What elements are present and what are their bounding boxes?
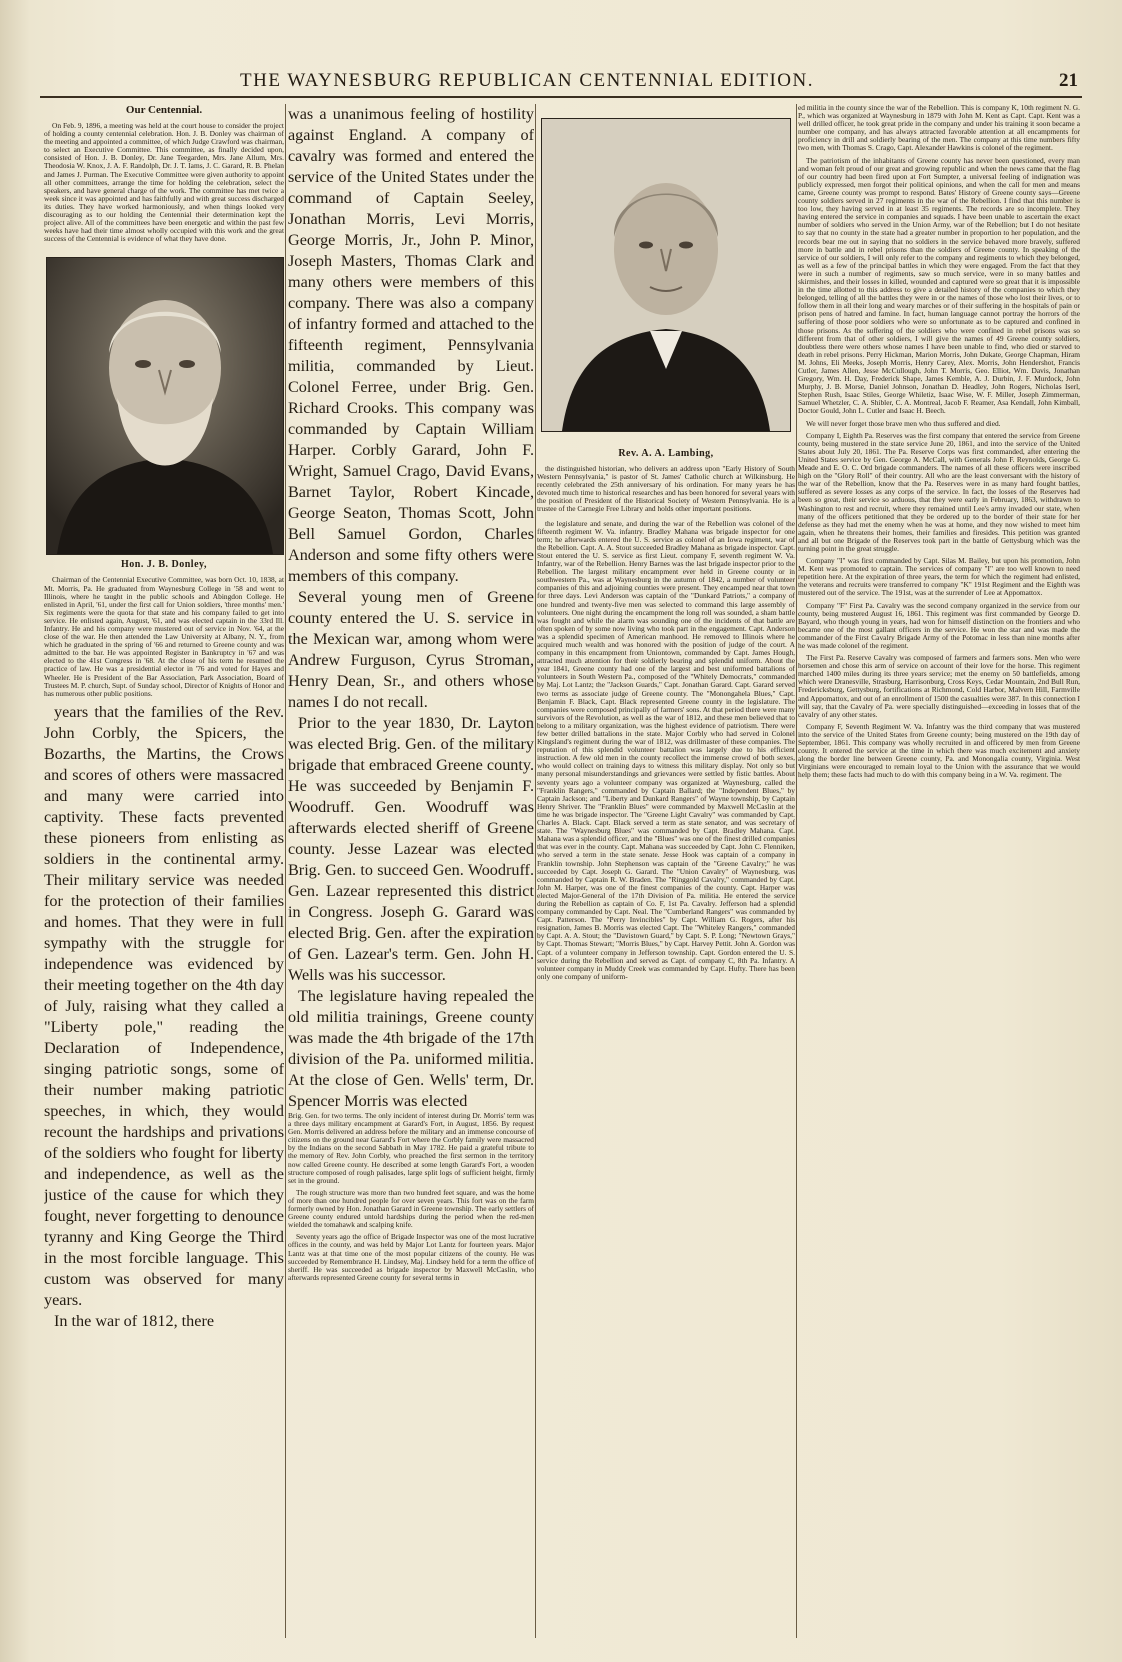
body-paragraph: Company I, Eighth Pa. Reserves was the first company that entered the service from Greene county, being mustered in the state service June 20, 1861, and into the service of the United States about July 20, 1861. The Pa. Reserve Corps was first commanded, after entering the United States service by Gen. George A. McCall, with Generals John F. Reynolds, George G. Meade and E. O. C. Ord brigade commanders. The names of all these officers were inscribed high on the "Glory Roll" of their country. All who are the least conversant with the history of the war of the Rebellion, know that the Pa. Reserves were in as many hard fought battles, suffered as severe losses as any corps of the service. In fact, the losses of the Reserves had been so great, their service so arduous, that they were early in February, 1863, withdrawn to Washington to rest and recruit, where they remained until Lee's army invaded our state, when many of the officers petitioned that they be ordered up to the border of their state for her defense as they had met the enemy when he was at home, and they now wished to meet him again, when he threatens their homes, their families and firesides. This petition was granted and all but one Brigade of the Reserves took part in the battle of Gettysburg which was the turning point in the great struggle.: [798, 430, 1080, 553]
column-divider: [285, 104, 286, 1638]
photo-caption: Hon. J. B. Donley,: [121, 559, 207, 571]
bio-paragraph: Chairman of the Centennial Executive Committee, was born Oct. 10, 1838, at Mt. Morris, Pa. He graduated from Waynesburg College in '58 and went to Illinois, where he taught in the public schools and Abingdon College. He enlisted in April, '61, under the first call for Union soldiers, 'three months' men.' Six regiments were the quota for that state and his company failed to get into service. He enlisted again, August, '61, and was elected captain in the 33rd Ill. Infantry. He and his company were mustered out of service in Nov. '64, at the close of the war. He then attended the Law University at Albany, N. Y., from which he graduated in the spring of '66 and returned to Greene county and was admitted to the bar. He was appointed Register in Bankruptcy in '67 and was elected to the 41st Congress in '68. At the close of his term he resumed the practice of law. He was a presidential elector in '76 and voted for Hayes and Wheeler. He is President of the Bar Association, Park Association, Board of Trustees M. P. church, Supt. of Sunday school, Director of Knights of Honor and has numerous other public positions.: [44, 575, 284, 698]
body-paragraph: Several young men of Greene county entered the U. S. service in the Mexican war, among whom were Andrew Furguson, Cyrus Stroman, Henry Dean, Sr., and others whose names I do not recall.: [288, 588, 534, 711]
photo-caption: Rev. A. A. Lambing,: [618, 448, 714, 459]
portrait-image: [542, 119, 790, 431]
body-paragraph: Brig. Gen. for two terms. The only incident of interest during Dr. Morris' term was a three days military encampment at Garard's Fort, in August, 1856. By request Gen. Morris delivered an address before the military and an immense concourse of citizens on the ground near Garard's Fort where the Corbly family were massacred by the Indians on the second Sabbath in May 1782. He paid a grateful tribute to the memory of Rev. John Corbly, who preached the first sermon in the territory now called Greene county. He described at some length Garard's Fort, a wooden structure composed of rough palisades, large split logs of sufficient height, firmly set in the ground.: [288, 1111, 534, 1185]
portrait-image: [47, 258, 283, 554]
body-paragraph: The First Pa. Reserve Cavalry was composed of farmers and farmers sons. Men who were horsemen and chose this arm of service on account of their love for the horse. This regiment marched 1400 miles during its three years service; met the enemy on 50 battlefields, among which were Dranesville, Strasburg, Harrisonburg, Cross Keys, Cedar Mountain, 2nd Bull Run, Fredericksburg, Gettysburg, fortifications at Richmond, Cold Harbor, Malvern Hill, Farmville and Appomattox, and out of an enrollment of 1500 the casualties were 387. In this connection I will say, that the Cavalry of Pa. were specially distinguished—exceeding in losses that of the cavalry of any other states.: [798, 653, 1080, 719]
column-2: [288, 104, 534, 1644]
masthead: [40, 70, 1082, 98]
body-paragraph: We will never forget those brave men who thus suffered and died.: [806, 418, 1001, 428]
body-paragraph: years that the families of the Rev. John Corbly, the Spicers, the Bozarths, the Martins, the Crows and scores of others were massacred and many were carried into captivity. These facts prevented these pioneers from enlisting as soldiers in the continental army. Their military service was needed for the protection of their families and homes. That they were in full sympathy with the struggle for independence was evidenced by their meeting together on the 4th day of July, raising what they called a "Liberty pole," reading the Declaration of Independence, singing patriotic songs, some of their number making patriotic speeches, in which, they would recount the hardships and privations of the soldiers who fought for liberty and independence, as well as the justice of the cause for which they fought, never forgetting to denounce tyranny and King George the Third in the most forcible language. This custom was observed for many years.: [44, 702, 284, 1309]
body-paragraph: Seventy years ago the office of Brigade Inspector was one of the most lucrative offices in the county, and was held by Major Lot Lantz for fourteen years. Major Lantz was at that time one of the most popular citizens of the county. He was succeeded by Remembrance H. Lindsey, Maj. Lindsey held for a term the office of sheriff. He was succeeded as brigade inspector by Maxwell McCaslin, who afterwards represented Greene county for several terms in: [288, 1232, 534, 1282]
page-number: 21: [1059, 70, 1078, 91]
body-paragraph: the legislature and senate, and during the war of the Rebellion was colonel of the fifteenth regiment W. Va. infantry. Bradley Mahana was brigade inspector for one term; he afterwards entered the U. S. service as colonel of an Iowa regiment, war of the Rebellion. Capt. A. A. Stout succeeded Bradley Mahana as brigade inspector. Capt. Stout entered the U. S. service as first Lieut. company F, seventh regiment W. Va. Infantry, war of the Rebellion. Henry Barnes was the last brigade inspector prior to the Rebellion. The largest military encampment ever held in Greene county or in southwestern Pa., was at Waynesburg in the autumn of 1842, a number of volunteer companies of this and adjoining counties were present. They encamped near that town for three days. Levi Anderson was captain of the "Dunkard Patriots," a company of one hundred and twenty-five men was selected to command this large assembly of volunteers. One night during the encampment the long roll was sounded, a sham battle was fought and while the alarm was sounding one of the incidents of that battle are often spoken of by some now living who took part in the engagement. Capt. Anderson was a splendid specimen of American manhood. He removed to Illinois where he acquired much wealth and was honored with the position of judge of the court. A company in this encampment from Uniontown, commanded by Capt. James Hough, attracted much attention for their soldierly bearing and splendid uniform. About the year 1841, Greene county had one of the largest and best uniformed battalions of volunteers in South Western Pa., composed of the "Whitely Democrats," commanded by Maj. Lot Lantz; the "Jackson Guards," Capt. Jonathan Garard. Capt. Garard served two terms as associate judge of Greene county. The "Monongahela Blues," Capt. Benjamin F. Black, Capt. Black represented Greene county in the legislature. The companies were composed principally of farmers' sons. At that period there were many survivors of the Revolution, as well as the war of 1812, and these men believed that to belong to a military organization, was the highest evidence of patriotism. There were few better drilled battalions in the state. Major Corbly who had served in Colonel Kingsland's regiment during the war of 1812, was drillmaster of these companies. The reputation of this splendid volunteer battalion was largely due to his efficient instruction. A few old men in the county recollect the immense crowd of both sexes, who would collect on training days to witness this military display. Not only so but many personal misunderstandings and grievances were settled by fistic battles. About seventy years ago a volunteer company was organized at Waynesburg, called the "Franklin Rangers," commanded by Captain Ballard; the "Independent Blues," by Captain Jackson; and "Liberty and Dunkard Rangers" of Wayne township, by Captain Henry Shriver. The "Franklin Blues" were commanded by Maxwell McCaslin at the time he was brigade inspector. The "Greene Light Cavalry" was commanded by Capt. Charles A. Black. Capt. Black served a term as state senator, and was secretary of state. The "Waynesburg Blues" was commanded by Capt. Bradley Mahana. Capt. Mahana was a splendid officer, and the "Blues" was one of the finest drilled companies that was ever in the county. Capt. Mahana was succeeded by Capt. John C. Flenniken, who served a term in the state senate. Jesse Hook was captain of a company in Franklin township. John Stephenson was captain of the "Greene Cavalry;" he was succeeded by Capt. Joseph G. Garard. The "Union Cavalry" of Waynesburg, was commanded by Captain R. W. Braden. The "Ringgold Cavalry," commanded by Capt. John M. Harper, was one of the finest companies of the county. Capt. Harper was elected Major-General of the 17th Division of Pa. militia. He entered the service during the Rebellion as captain of Co. F, 1st Pa. Cavalry. Jefferson had a splendid company commanded by Capt. Neal. The "Cumberland Rangers" was commanded by Capt. Patterson. The "Perry Invincibles" by Capt. William G. Rogers, after his resignation, James B. Morris was elected Capt. The "Whiteley Rangers," commanded by Capt. A. A. Stout; the "Davistown Guard," by Capt. S. P. Long; "Newtown Grays," by Capt. Thomas Stewart; "Morris Blues," by Capt. Harvey Pettit. John A. Gordon was Capt. of a volunteer company in Jefferson township. Capt. Gordon entered the U. S. service during the Rebellion and served as Capt. of company C, 8th Pa. Infantry. A volunteer company in Muddy Creek was commanded by Capt. Hufty. There has been only one company of uniform-: [537, 518, 795, 981]
column-1: [44, 104, 284, 1644]
masthead-title: THE WAYNESBURG REPUBLICAN CENTENNIAL EDITION.: [240, 70, 814, 91]
body-paragraph: Prior to the year 1830, Dr. Layton was elected Brig. Gen. of the military brigade that embraced Greene county. He was succeeded by Benjamin F. Woodruff. Gen. Woodruff was afterwards elected sheriff of Greene county. Jesse Lazear was elected Brig. Gen. to succeed Gen. Woodruff. Gen. Lazear represented this district in Congress. Joseph G. Garard was elected Brig. Gen. after the expiration of Gen. Lazear's term. Gen. John H. Wells was his successor.: [288, 714, 534, 984]
body-paragraph: Company "I" was first commanded by Capt. Silas M. Bailey, but upon his promotion, John M. Kent was promoted to captain. The services of company "I" are too well known to need repetition here. At the expiration of three years, the term for which the regiment had enlisted, the veterans and recruits were transferred to company "K" 191st Regiment and the Eighth was mustered out of the service. The 191st, was at the surrender of Lee at Appomattox.: [798, 556, 1080, 598]
bio-paragraph: the distinguished historian, who delivers an address upon "Early History of South Western Pennsylvania," is pastor of St. James' Catholic church at Wilkinsburg. He recently celebrated the 25th anniversary of his ordination. For many years he has devoted much time to historical researches and has been honored for several years with the position of President of the Historical Society of Western Pennsylvania. He is a trustee of the Carnegie Free Library and holds other important positions.: [537, 464, 795, 514]
column-divider: [796, 104, 797, 1638]
body-paragraph: Company F, Seventh Regiment W. Va. Infantry was the third company that was mustered into the service of the United States from Greene county; being mustered on the 19th day of September, 1861. This company was wholly recruited in and officered by men from Greene county. It entered the service at the time in which there was much excitement and anxiety along the border line between Greene county, Pa. and Monongalia county, Virginia. West Virginians were encouraged to remain loyal to the Union with the assurance that we would help them; these facts had much to do with this company being in a W. Va. regiment. The: [798, 721, 1080, 780]
column-4: [798, 104, 1080, 1644]
body-paragraph: was a unanimous feeling of hostility against England. A company of cavalry was formed and entered the service of the United States under the command of Captain Seeley, Jonathan Morris, Levi Morris, George Morris, Jr., John P. Minor, Joseph Masters, Thomas Clark and many others were members of this company. There was also a company of infantry formed and attached to the fifteenth regiment, Pennsylvania militia, commanded by Lieut. Colonel Ferree, under Brig. Gen. Richard Crooks. This company was commanded by Captain William Harper. Corbly Garard, John F. Wright, Samuel Crago, David Evans, Barnet Taylor, Robert Kincade, George Seaton, Thomas Scott, John Bell Samuel Gordon, Charles Anderson and some fifty others were members of this company.: [288, 105, 534, 585]
column-divider: [535, 104, 536, 1638]
article-paragraph: On Feb. 9, 1896, a meeting was held at the court house to consider the project of holding a county centennial celebration. Hon. J. B. Donley was chairman of the meeting and appointed a committee, of which Judge Crawford was chairman, to select an Executive Committee. This committee, as finally decided upon, consisted of Hon. J. B. Donley, Dr. Jane Teegarden, Mrs. Jane Allum, Mrs. Theodosia W. Knox, J. A. F. Randolph, Dr. J. T. Iams, J. C. Garard, R. B. Phelan and James J. Purman. The Executive Committee were given authority to appoint all other committees, arrange the time for holding the celebration, select the speakers, and have general charge of the work. The committee has met twice a week since it was appointed and has faithfully and with great success discharged its duties. They have worked harmoniously, and when things looked very discouraging as to our holding the Centennial their determination kept the project alive. All of the committees have been energetic and within the past few weeks have had their time almost wholly occupied with this work and the great success of the Centennial is evidence of what they have done.: [44, 121, 284, 244]
body-paragraph: The legislature having repealed the old militia trainings, Greene county was made the 4th brigade of the 17th division of the Pa. uniformed militia. At the close of Gen. Wells' term, Dr. Spencer Morris was elected: [288, 987, 534, 1110]
portrait-photo-donley: [46, 257, 284, 555]
body-paragraph: ed militia in the county since the war of the Rebellion. This is company K, 10th regiment N. G. P., which was organized at Waynesburg in 1879 with John M. Kent as Capt. Capt. Kent was a well drilled officer, he took great pride in the company and under his training it soon became a number one company, and has always attracted favorable attention at all encampments for proficiency in drill and soldierly bearing of the men. The company at this time numbers fifty two men, with Thomas S. Crago, Capt. Alexander Hawkins is colonel of the regiment.: [798, 104, 1080, 153]
body-paragraph: The rough structure was more than two hundred feet square, and was the home of more than one hundred people for over seven years. This fort was on the farm formerly owned by Hon. Jonathan Garard in Greene township. The early settlers of Greene county endured untold hardships during the period when the red-men wielded the tomahawk and scalping knife.: [288, 1187, 534, 1230]
body-paragraph: The patriotism of the inhabitants of Greene county has never been questioned, every man and woman felt proud of our great and growing republic and when the news came that the flag of our country had been fired upon at Fort Sumpter, a universal feeling of indignation was publicly expressed, men forgot their political opinions, and when the call for men and means came, Greene county was prompt to respond. Bates' History of Greene county says—Greene county soldiers served in 27 regiments in the war of the Rebellion. I find that this number is too low, they having served in at least 35 regiments. The records are so incomplete. They having entered the service in companies and squads. I have been unable to ascertain the exact number of soldiers who served in the Union Army, war of the Rebellion; but I do not hesitate to say that no county in the state had a greater number in proportion to her population, and the records bear me out in saying that no soldiers in the service behaved more bravely, suffered more in battle and in rebel prisons than the soldiers of Greene county. In speaking of the service of our soldiers, I will only refer to the company and regiments to which they belonged, as well as a few of the principal battles in which they were engaged. From the fact that they were in such a number of regiments, saw so much service, were in so many battles and skirmishes, and their losses in killed, wounded and captured were so great that it is impossible in the time allotted to this address to give a detailed history of the companies to which they belonged, telling of all the battles they were in or the names of those who lost their lives, or to follow them in all their long and weary marches or of their suffering in the hospitals of pain or prison pens of hatred and famine. In fact, human language cannot portray the horrors of the suffering of those poor soldiers who were so unfortunate as to be captured and confined in those prisons. As the suffering of the soldiers who were confined in rebel prisons was so different from that of other soldiers, I will give the names of 49 Greene county soldiers, doubtless there were others whose names I have been unable to find, who died or starved to death in rebel prisons. Perry Hickman, Marion Morris, John Dukate, George Chapman, Hiram M. Johns, Eli Meeks, Joseph Morris, Henry Carey, Alex. Morris, John Hendershot, Francis Cutler, James Allen, Jesse McCullough, John T. Morris, Geo. Elliot, Wm. Davis, Jonathan Gregory, Wm. H. Day, Frederick Shape, James Kemble, A. J. Durbin, J. F. Murdock, John Murphy, J. B. Morse, Daniel Johnson, Jonathan D. Headley, John Rogers, Nicholas Iserl, Stephen Rush, Isaac Stiles, George Whiletiz, Isaac Wise, W. F. Miller, Joseph Zimmerman, Samuel Whetzler, C. A. Shibler, C. A. Montreal, Jacob F. Reamer, Asa Kendall, John Kimball, Doctor Gould, John L. Cutler and Isaac H. Beech.: [798, 155, 1080, 416]
column-3: [537, 104, 795, 1644]
body-paragraph: In the war of 1812, there: [54, 1311, 215, 1330]
portrait-photo-lambing: [541, 118, 791, 432]
article-heading: Our Centennial.: [125, 104, 203, 116]
body-paragraph: Company "F" First Pa. Cavalry was the second company organized in the service from our county, being mustered August 16, 1861. This regiment was first commanded by George D. Bayard, who though young in years, had won for himself distinction on the frontiers and who became one of the most gallant officers in the service. He won the star and was made the commander of the First Cavalry Brigade Army of the Potomac in less than nine months after he was made colonel of the regiment.: [798, 600, 1080, 650]
